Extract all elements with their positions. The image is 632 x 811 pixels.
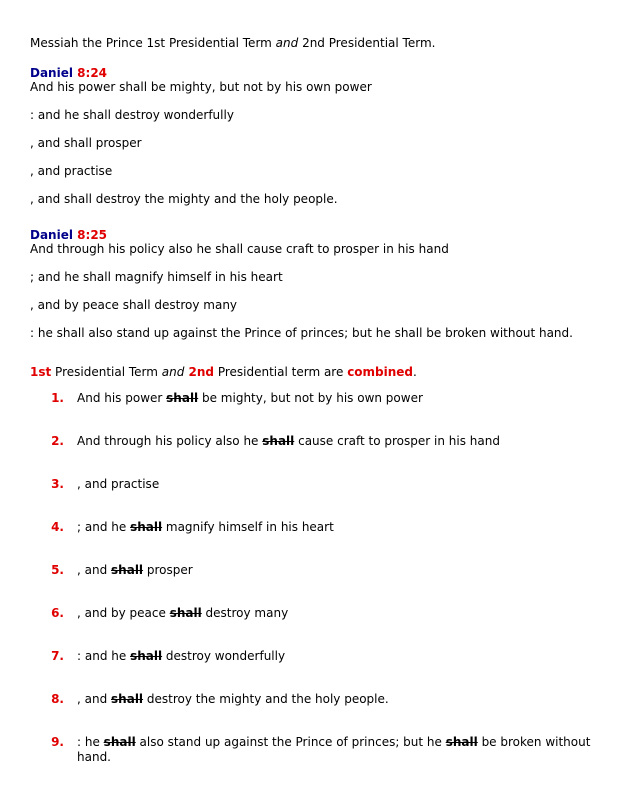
list-number: 5. xyxy=(51,563,64,577)
verse-line: , and shall destroy the mighty and the holy people. xyxy=(30,192,338,206)
list-text: : and he xyxy=(77,649,131,663)
verse-reference-daniel-8-24: Daniel 8:24 xyxy=(30,66,108,80)
list-text: be mighty, but not by his own power xyxy=(198,391,423,405)
list-number: 3. xyxy=(51,477,64,491)
list-item xyxy=(30,563,610,578)
verse-line: : and he shall destroy wonderfully xyxy=(30,108,234,122)
struck-word: shall xyxy=(103,735,136,749)
verse-line: , and shall prosper xyxy=(30,136,142,150)
combined-list xyxy=(30,391,610,765)
struck-word: shall xyxy=(111,563,144,577)
struck-word: shall xyxy=(130,649,163,663)
struck-word: shall xyxy=(169,606,202,620)
combined-heading: 1st Presidential Term and 2nd Presidential term are combined. xyxy=(30,365,417,379)
list-text: , and practise xyxy=(77,477,160,491)
verse-line: And his power shall be mighty, but not by his own power xyxy=(30,80,372,94)
list-text: destroy the mighty and the holy people. xyxy=(143,692,389,706)
list-number: 7. xyxy=(51,649,64,663)
list-text: also stand up against the Prince of princes; but he xyxy=(135,735,446,749)
list-item xyxy=(30,606,610,621)
struck-word: shall xyxy=(166,391,199,405)
list-text: ; and he xyxy=(77,520,131,534)
list-text: And his power xyxy=(77,391,167,405)
list-item xyxy=(30,434,610,449)
list-item xyxy=(30,477,610,492)
list-number: 6. xyxy=(51,606,64,620)
verse-line: ; and he shall magnify himself in his heart xyxy=(30,270,283,284)
list-item xyxy=(30,692,610,707)
struck-word: shall xyxy=(445,735,478,749)
list-number: 8. xyxy=(51,692,64,706)
list-number: 9. xyxy=(51,735,64,749)
struck-word: shall xyxy=(130,520,163,534)
verse-line: And through his policy also he shall cause craft to prosper in his hand xyxy=(30,242,449,256)
struck-word: shall xyxy=(111,692,144,706)
verse-line: , and practise xyxy=(30,164,113,178)
list-item xyxy=(30,520,610,535)
list-item xyxy=(30,391,610,406)
list-text: , and xyxy=(77,692,112,706)
list-text: destroy many xyxy=(201,606,289,620)
verse-reference-daniel-8-25: Daniel 8:25 xyxy=(30,228,108,242)
list-number: 1. xyxy=(51,391,64,405)
list-text: magnify himself in his heart xyxy=(162,520,334,534)
verse-line: : he shall also stand up against the Prince of princes; but he shall be broken without hand. xyxy=(30,326,573,340)
document-body xyxy=(30,36,610,765)
page-title: Messiah the Prince 1st Presidential Term and 2nd Presidential Term. xyxy=(30,36,436,50)
list-text: And through his policy also he xyxy=(77,434,263,448)
list-number: 2. xyxy=(51,434,64,448)
list-number: 4. xyxy=(51,520,64,534)
list-item xyxy=(30,649,610,664)
verse-line: , and by peace shall destroy many xyxy=(30,298,238,312)
list-text: , and xyxy=(77,563,112,577)
list-text: , and by peace xyxy=(77,606,170,620)
list-text: destroy wonderfully xyxy=(162,649,286,663)
list-text: cause craft to prosper in his hand xyxy=(294,434,500,448)
list-text: : he xyxy=(77,735,104,749)
list-text: be broken without hand. xyxy=(77,735,591,764)
list-text: prosper xyxy=(143,563,193,577)
struck-word: shall xyxy=(262,434,295,448)
list-item xyxy=(30,735,610,765)
